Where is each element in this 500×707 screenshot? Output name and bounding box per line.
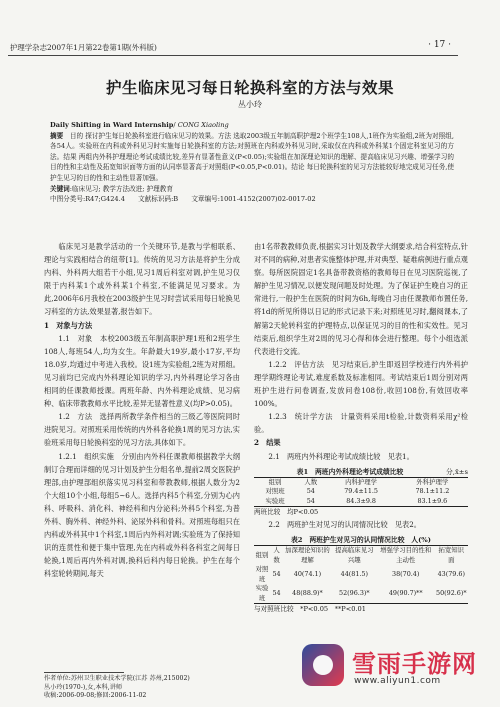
table-cell: 79.4±11.5 xyxy=(344,487,379,496)
footnote xyxy=(44,675,254,701)
left-column xyxy=(44,240,240,580)
table-header-cell: 提高临床见习兴趣 xyxy=(332,546,377,566)
table1-note: 两班比较 均P<0.05 xyxy=(254,508,319,517)
keywords-line: 关键词:临床见习; 教学方法改进; 护理教育 xyxy=(50,184,173,193)
keywords: 临床见习; 教学方法改进; 护理教育 xyxy=(72,184,173,193)
watermark-text: 雪雨手游网 xyxy=(352,650,477,678)
footnote-rule xyxy=(44,672,124,673)
running-header: 护理学杂志2007年1月第22卷第1期(外科版) xyxy=(10,43,157,52)
table-cell: 50(92.6)* xyxy=(435,584,468,604)
table-header-cell: 拓宽知识面 xyxy=(435,546,468,566)
watermark-url: www.aliyun1.com xyxy=(354,676,441,686)
watermark-logo-icon xyxy=(302,644,344,686)
body-paragraph: 1.1 对象 本校2003级五年制高职护理1班和2班学生108人,每班54人,均为女生。年龄最大19岁,最小17岁,平均18.0岁,均通过中考进入我校。设1班为实验组,2班为对照组。见习前均已完成内外科理论知识的学习,内外科理论学习各由相同的任课教师授课。两班年龄、内外科理论成绩、见习病种、临床带教教师水平比较,差异无显著性意义(均P>0.05)。 xyxy=(44,333,240,409)
article-title: 护生临床见习每日轮换科室的方法与效果 xyxy=(105,78,394,97)
english-author: CONG Xiaoling xyxy=(177,121,229,129)
header-rule xyxy=(8,55,458,56)
table-cell: 实验班 xyxy=(254,497,296,507)
table-cell: 43(79.6) xyxy=(437,569,465,578)
abstract-text xyxy=(50,131,454,184)
body-paragraph: 临床见习是教学活动的一个关键环节,是教与学相联系、理论与实践相结合的纽带[1]。传统的见习方法是将护生分成内科、外科两大组若干小组,见习1周后科室对调,护生见习仅限于内科某1个或外科某1个科室,不能满足见习要求。为此,2006年6月我校在2003级护生见习时尝试采用每日轮换见习科室的方法,效果显著,报告如下。 xyxy=(44,242,240,317)
body-paragraph: 1.2 方法 选择两所教学条件相当的三级乙等医院同时进院见习。对照班采用传统的内外科各轮换1周的见习方法,实验班采用每日轮换科室的见习方法,具体如下。 xyxy=(44,412,240,448)
table-cell: 实验班 xyxy=(255,584,269,602)
table2 xyxy=(254,545,468,604)
watermark xyxy=(302,642,477,694)
body-paragraph: 1.2.2 评估方法 见习结束后,护生即返回学校进行内外科护理学期终理论考试,难度系数及标准相同。考试结束后1周分别对两班护生进行问卷调查,发放问卷108份,收回108份,有效回收率100%。 xyxy=(254,359,468,409)
table-header-cell: 加深理论知识的理解 xyxy=(283,546,332,566)
body-paragraph: 1.2.3 统计学方法 计量资料采用t检验,计数资料采用χ²检验。 xyxy=(254,412,468,435)
right-column-paragraphs-2 xyxy=(254,518,468,531)
table-row xyxy=(254,565,468,584)
table-header-cell: 外科护理学 xyxy=(397,477,468,487)
table-row xyxy=(254,497,468,507)
table2-note: 与对照班比较 *P<0.05 **P<0.01 xyxy=(254,605,366,614)
table-cell: 40(74.1) xyxy=(293,569,322,578)
table-cell: 52(96.3)* xyxy=(332,584,377,604)
right-column-paragraphs xyxy=(254,240,468,463)
table-header-cell: 人数 xyxy=(296,477,325,487)
footnote-line: 作者单位:苏州卫生职业技术学院(江苏 苏州,215002) xyxy=(44,675,190,682)
abstract-label: 摘要 xyxy=(50,131,64,140)
table-cell: 对照班 xyxy=(255,565,269,583)
table2-caption: 表2 两班护生对见习的认同情况比较 人(%) xyxy=(291,536,431,545)
section-heading: 1 对象与方法 xyxy=(44,320,93,330)
page-number: · 17 · xyxy=(428,40,451,50)
english-title: Daily Shifting in Ward Internship xyxy=(50,121,174,129)
body-paragraph: 1.2.1 组织实施 分别由内外科任课教师根据教学大纲制订合理而详细的见习计划及护生分组名单,提前2周交医院护理部,由护理部组织落实见习科室和带教教师,根据人数分为2个大组10个小组,每组5~6人。选择内科5个科室,分别为心内科、呼吸科、消化科、神经科和内分泌科;外科5个科室,为普外科、胸外科、神经外科、泌尿外科和骨科。对照班每组只在内科或外科其中1个科室,1周后内外科对调;实验班为了保持知识的连贯性和便于集中管理,先在内科或外科各科室之间每日轮换,1周后再内外科对调,换科后科内每日轮换。护生在每个科室轮转期间,每天 xyxy=(44,451,240,579)
table-cell: 49(90.7)** xyxy=(377,584,435,604)
table-cell: 48(88.9)* xyxy=(283,584,332,604)
table-cell: 84.3±9.8 xyxy=(325,497,396,507)
table-cell: 对照班 xyxy=(265,487,285,496)
table-cell: 54 xyxy=(272,569,281,578)
table1 xyxy=(254,477,468,508)
table-row xyxy=(254,584,468,604)
abstract-block xyxy=(50,120,454,205)
table-cell: 83.1±9.6 xyxy=(397,497,468,507)
right-column xyxy=(254,240,468,615)
table-header-cell: 内科护理学 xyxy=(325,477,396,487)
keywords-label: 关键词 xyxy=(50,184,70,193)
table-cell: 38(70.4) xyxy=(392,569,420,578)
article-author: 丛小玲 xyxy=(238,100,262,109)
table-cell: 54 xyxy=(306,487,315,496)
table-row xyxy=(254,487,468,497)
body-paragraph: 2.1 两班内外科理论考试成绩比较 见表1。 xyxy=(268,451,414,461)
table-header-cell: 人数 xyxy=(270,546,283,566)
table1-unit: 分,x̄±s xyxy=(446,467,468,476)
classification-line: 中图分类号:R47;G424.4 文献标识码:B 文章编号:1001-4152(2007)02-0017-02 xyxy=(50,195,316,204)
table-header-cell: 组别 xyxy=(254,477,296,487)
table1-caption-text: 表1 两班内外科理论考试成绩比较 xyxy=(296,467,404,476)
section-heading: 2 结果 xyxy=(254,438,281,448)
table-cell: 54 xyxy=(296,497,325,507)
english-title-line: Daily Shifting in Ward Internship/ CONG Xiaoling xyxy=(50,121,229,129)
body-paragraph: 由1名带教教师负责,根据实习计划及教学大纲要求,结合科室特点,针对不同的病种,对患者实施整体护理,并对典型、疑难病例进行重点观察。每所医院固定1名具备带教资格的教师每日在见习医院巡视,了解护生见习情况,以便发现问题及时处理。为了保证护生晚自习的正常进行,一般护生在医院的时间为6h,每晚自习由任课教师布置任务,将1d的所见所得以日记的形式记录下来;对照班见习时,翻阅课本,了解第2天轮转科室的护理特点,以保证见习的目的性和实效性。见习结束后,组织学生对2周的见习心得和体会进行整理。每个小组选派代表进行交流。 xyxy=(254,242,468,356)
table1-caption xyxy=(254,467,468,477)
footnote-line: 丛小玲(1970-),女,本科,讲师 xyxy=(44,683,123,691)
body-paragraph: 2.2 两班护生对见习的认同情况比较 见表2。 xyxy=(268,520,421,530)
table-cell: 44(81.5) xyxy=(340,569,368,578)
table-cell: 54 xyxy=(270,584,283,604)
footnote-line: 收稿:2006-09-08;修回:2006-11-02 xyxy=(44,692,147,700)
abstract-body: 目的 探讨护生每日轮换科室进行临床见习的效果。方法 选取2003级五年制高职护理2个班学生108人,1班作为实验组,2班为对照组,各54人。实验班在内科或外科见习时实施每日轮换科室的方法;对照班在内科或外科见习时,采取仅在内科或外科某1个固定科室见习的方法。结果 两组内外科护理理论考试成绩比较,差异有显著性意义(P<0.05);实验组在加深理论知识的理解、提高临床见习兴趣、增强学习的目的性和主动性及拓宽知识面等方面的认同率显著高于对照组(P<0.05,P<0.01)。结论 每日轮换科室的见习方法能较好地完成见习任务,使护生见习的目的性和主动性显著加强。 xyxy=(50,131,455,182)
table-header-cell: 增强学习目的性和主动性 xyxy=(377,546,435,566)
table-cell: 78.1±11.2 xyxy=(415,487,450,496)
table-header-cell: 组别 xyxy=(254,546,270,566)
